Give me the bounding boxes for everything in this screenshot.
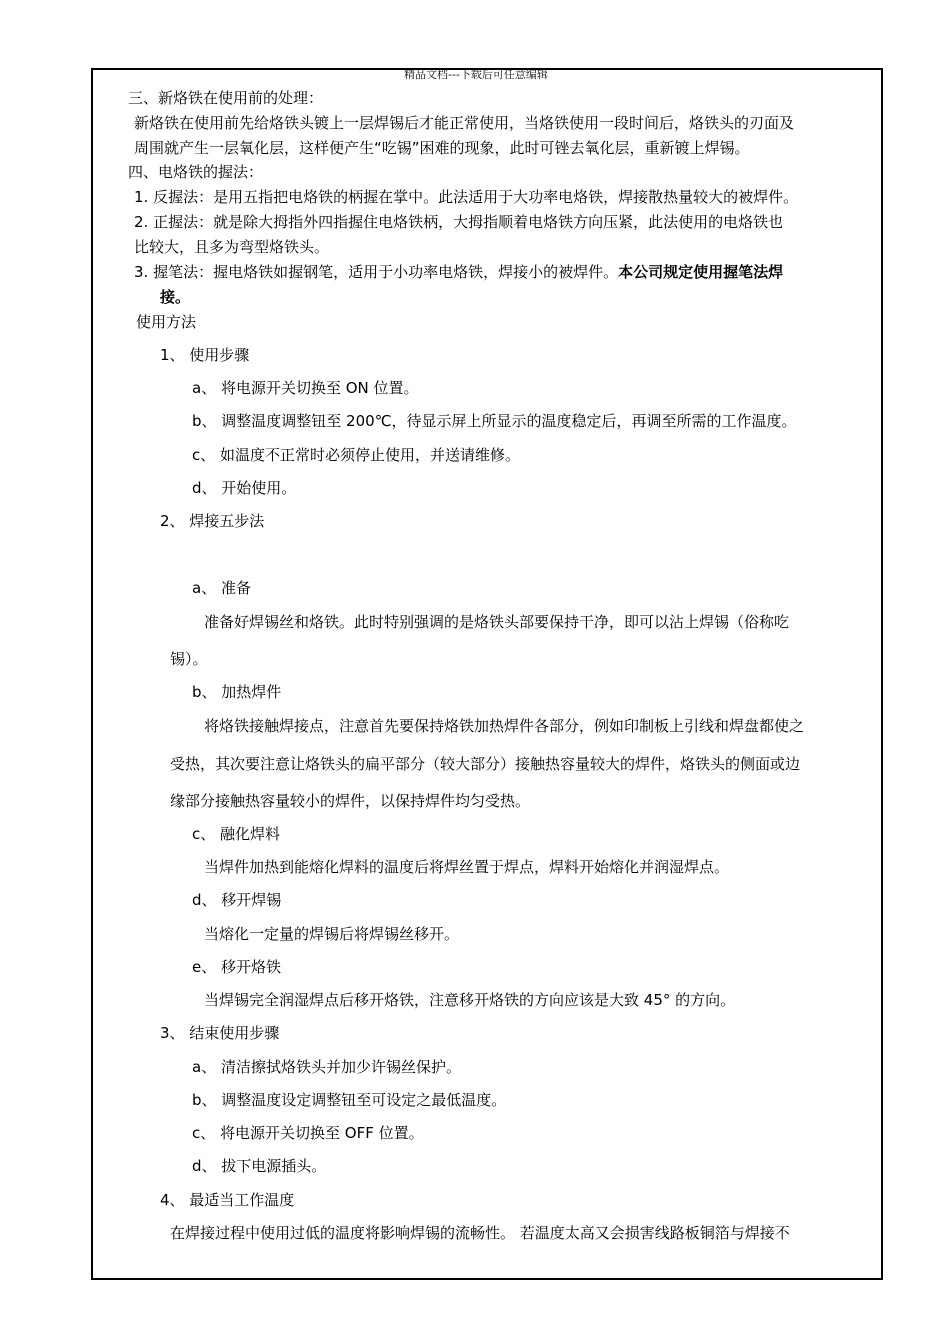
section-3-body-line-1: 新烙铁在使用前先给烙铁头镀上一层焊锡后才能正常使用，当烙铁使用一段时间后，烙铁头的刃面及 [134,114,795,132]
five-steps-title: 2、 焊接五步法 [160,512,265,530]
five-step-a-title: a、 准备 [192,579,251,597]
header-watermark: 精品文档---下载后可任意编辑 [404,68,548,81]
end-step-c: c、 将电源开关切换至 OFF 位置。 [192,1124,424,1142]
section-3-title: 三、新烙铁在使用前的处理： [128,89,324,107]
grip-item-2-line-2: 比较大，且多为弯型烙铁头。 [134,238,330,256]
usage-steps-title: 1、 使用步骤 [160,346,250,364]
five-step-c-body: 当焊件加热到能熔化焊料的温度后将焊丝置于焊点，焊料开始熔化并润湿焊点。 [204,858,730,876]
end-step-d: d、 拔下电源插头。 [192,1157,327,1175]
end-step-b: b、 调整温度设定调整钮至可设定之最低温度。 [192,1091,507,1109]
five-step-a-body-line-1: 准备好焊锡丝和烙铁。此时特别强调的是烙铁头部要保持干净，即可以沾上焊锡（俗称吃 [204,613,790,631]
five-step-b-body-line-2: 受热，其次要注意让烙铁头的扁平部分（较大部分）接触热容量较大的焊件，烙铁头的侧面或边 [170,755,801,773]
section-3-body-line-2: 周围就产生一层氧化层，这样便产生“吃锡”困难的现象，此时可锉去氧化层，重新镀上焊锡。 [134,139,750,157]
usage-title: 使用方法 [136,313,197,331]
five-step-e-body: 当焊锡完全润湿焊点后移开烙铁，注意移开烙铁的方向应该是大致 45° 的方向。 [204,991,736,1009]
usage-step-d: d、 开始使用。 [192,479,297,497]
end-step-a: a、 清洁擦拭烙铁头并加少许锡丝保护。 [192,1058,461,1076]
temperature-title: 4、 最适当工作温度 [160,1191,295,1209]
five-step-a-body-line-2: 锡）。 [170,650,208,668]
grip-item-3-line-1 [134,262,783,282]
grip-item-3-text: 3. 握笔法：握电烙铁如握钢笔，适用于小功率电烙铁，焊接小的被焊件。 [134,263,619,281]
end-steps-title: 3、 结束使用步骤 [160,1024,280,1042]
usage-step-c: c、 如温度不正常时必须停止使用，并送请维修。 [192,446,521,464]
grip-item-1: 1. 反握法：是用五指把电烙铁的柄握在掌中。此法适用于大功率电烙铁，焊接散热量较大的被焊件。 [134,188,799,206]
company-rule-text: 本公司规定使用握笔法焊 [618,263,784,281]
usage-step-a: a、 将电源开关切换至 ON 位置。 [192,379,419,397]
five-step-e-title: e、 移开烙铁 [192,958,281,976]
five-step-c-title: c、 融化焊料 [192,825,281,843]
five-step-d-title: d、 移开焊锡 [192,891,282,909]
five-step-b-title: b、 加热焊件 [192,683,282,701]
five-step-b-body-line-3: 缘部分接触热容量较小的焊件，以保持焊件均匀受热。 [170,792,531,810]
section-4-title: 四、电烙铁的握法： [128,163,264,181]
five-step-d-body: 当熔化一定量的焊锡后将焊锡丝移开。 [204,925,460,943]
five-step-b-body-line-1: 将烙铁接触焊接点，注意首先要保持烙铁加热焊件各部分，例如印制板上引线和焊盘都使之 [204,717,805,735]
company-rule-text-end: 接。 [160,288,191,306]
usage-step-b: b、 调整温度调整钮至 200℃，待显示屏上所显示的温度稳定后，再调至所需的工作温度。 [192,412,797,430]
grip-item-2-line-1: 2. 正握法：就是除大拇指外四指握住电烙铁柄，大拇指顺着电烙铁方向压紧，此法使用的电烙铁也 [134,213,784,231]
temperature-body: 在焊接过程中使用过低的温度将影响焊锡的流畅性。 若温度太高又会损害线路板铜箔与焊接不 [170,1224,790,1242]
